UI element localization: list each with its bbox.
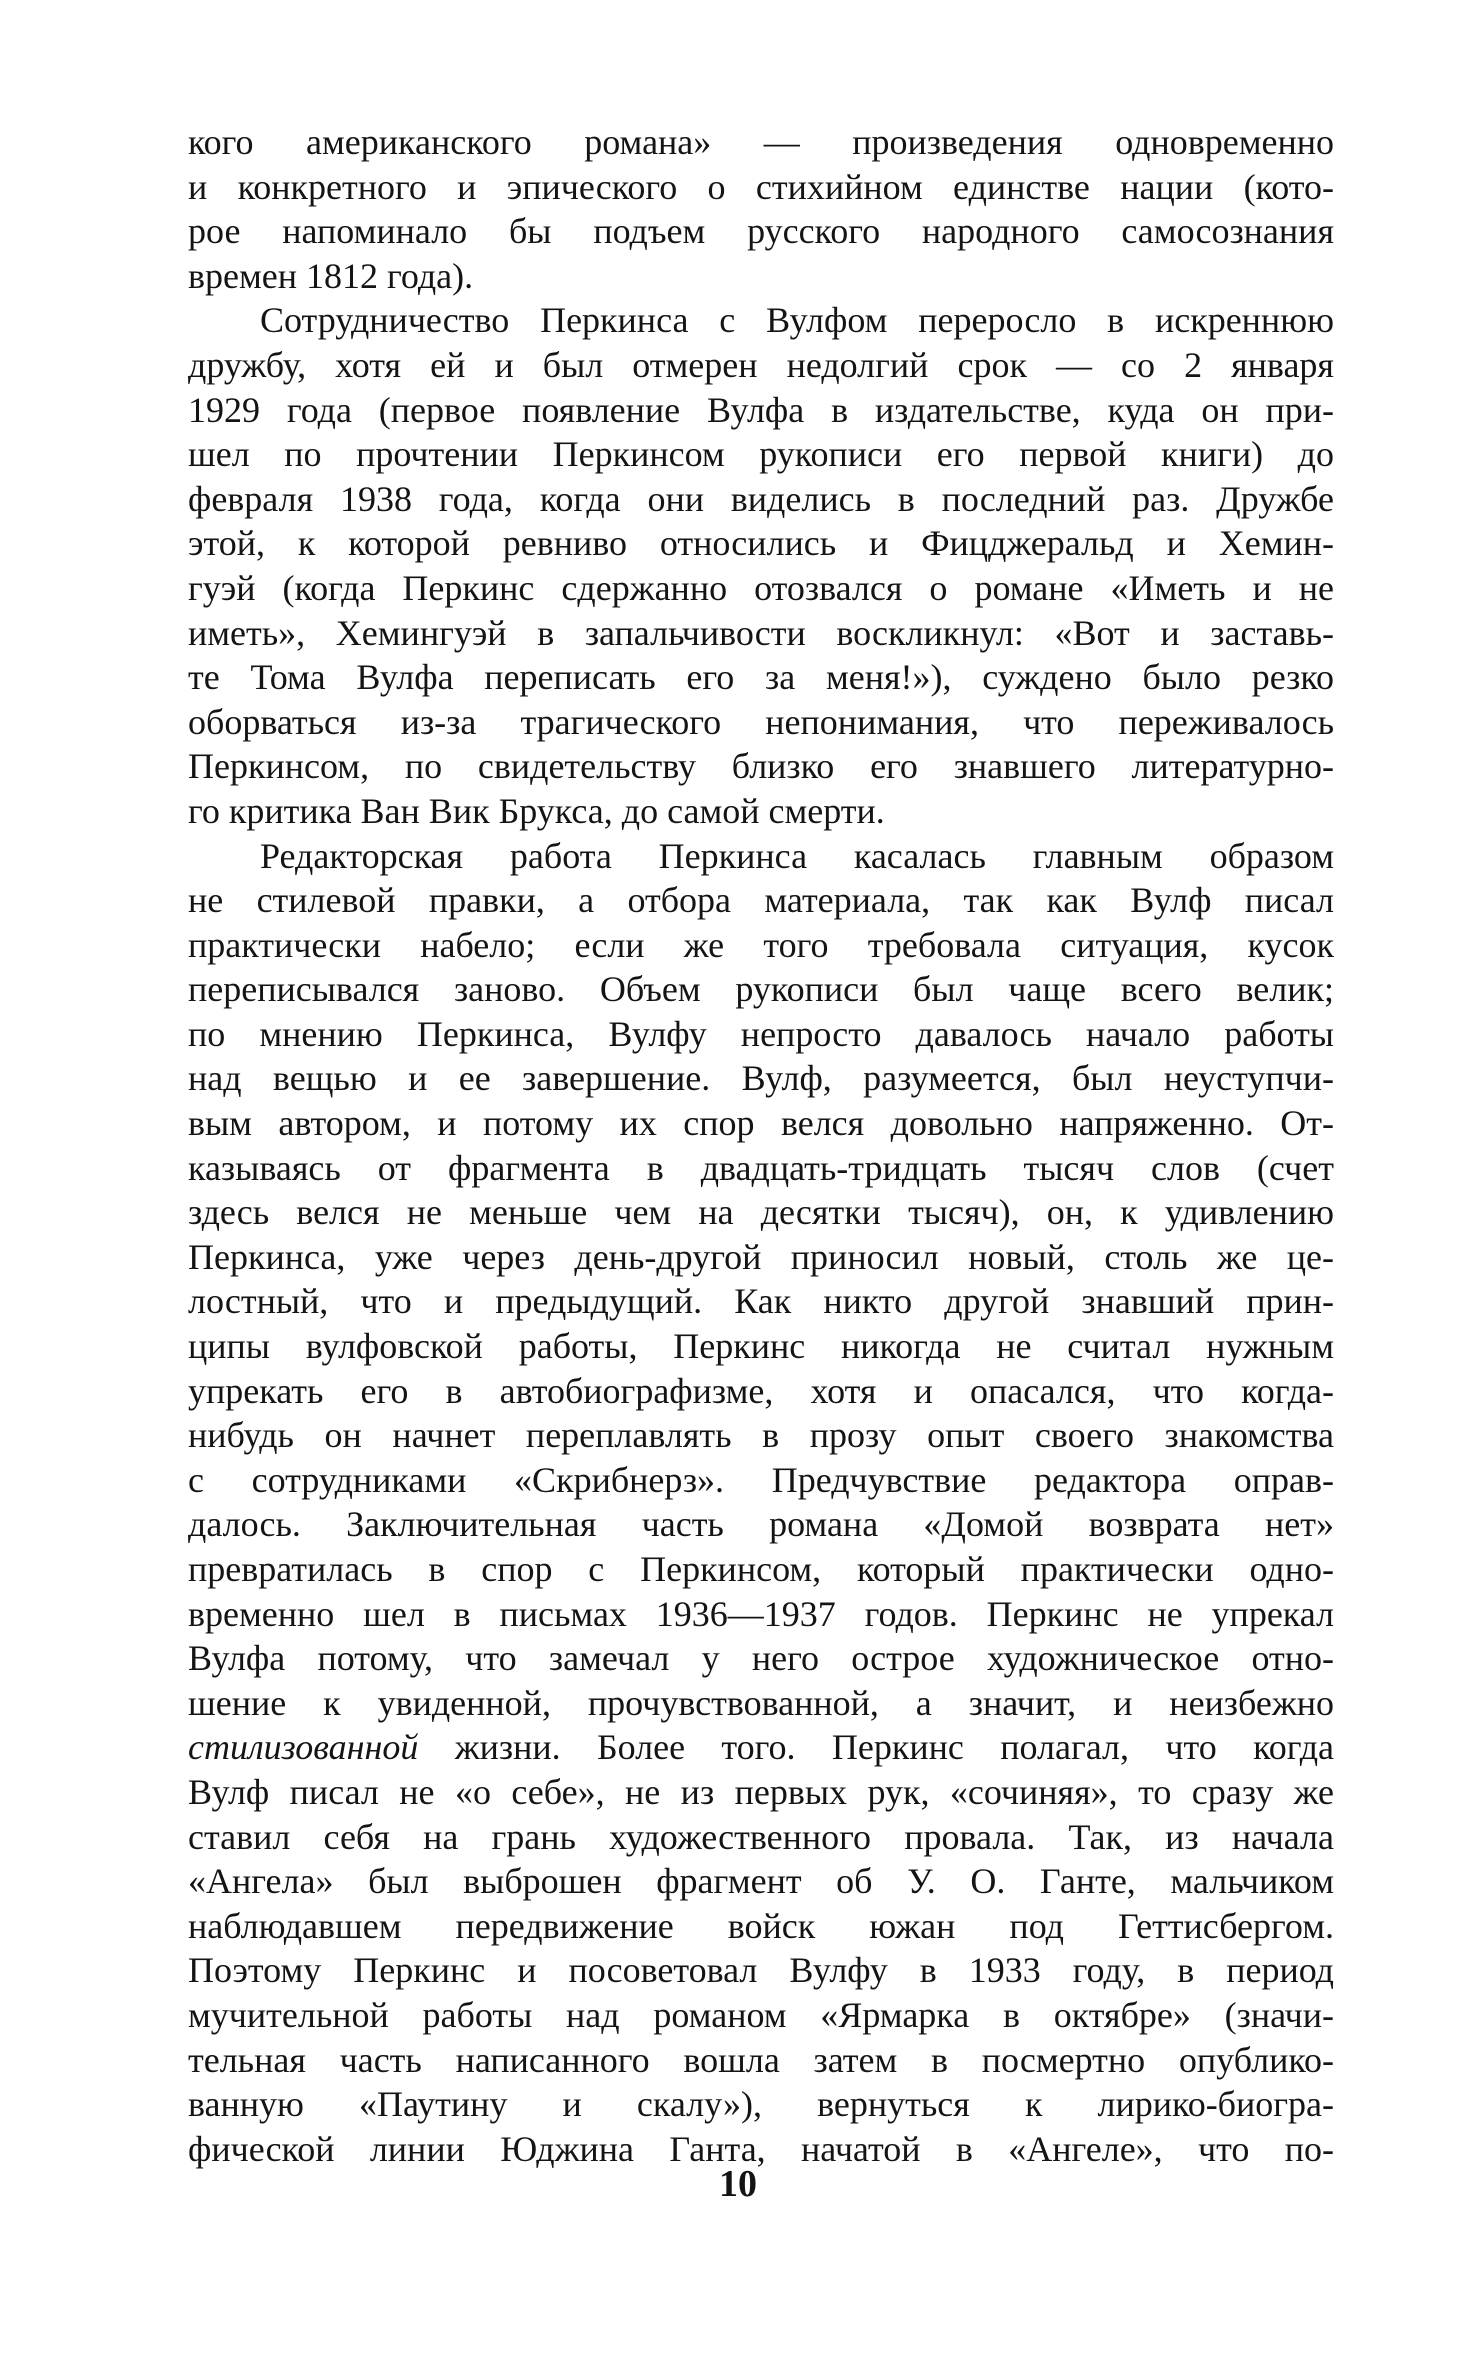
text-line: казываясь от фрагмента в двадцать-тридцать тысяч слов (счет [188, 1147, 1334, 1188]
text-line: над вещью и ее завершение. Вулф, разумеется, был неуступчи- [188, 1058, 1334, 1099]
text-line: нибудь он начнет переплавлять в прозу опыт своего знакомства [188, 1415, 1334, 1456]
text-line: ванную «Паутину и скалу»), вернуться к лирико-биогра- [188, 2084, 1334, 2125]
italic-word: стилизованной [188, 1727, 419, 1768]
page-text [188, 120, 1334, 2171]
text-line: не стилевой правки, а отбора материала, так как Вулф писал [188, 880, 1334, 921]
text-line: этой, к которой ревниво относились и Фицджеральд и Хемин- [188, 523, 1334, 564]
text-line: фической линии Юджина Ганта, начатой в «Ангеле», что по- [188, 2128, 1334, 2169]
text-line: тельная часть написанного вошла затем в посмертно опублико- [188, 2039, 1334, 2080]
text-line-with-italic [188, 1725, 1334, 1770]
text-line: «Ангела» был выброшен фрагмент об У. О. Ганте, мальчиком [188, 1861, 1334, 1902]
text-line: лостный, что и предыдущий. Как никто другой знавший прин- [188, 1281, 1334, 1322]
text-line: Поэтому Перкинс и посоветовал Вулфу в 1933 году, в период [188, 1950, 1334, 1991]
text-line: вым автором, и потому их спор велся довольно напряженно. От- [188, 1103, 1334, 1144]
text-line: шел по прочтении Перкинсом рукописи его первой книги) до [188, 434, 1334, 475]
text-line: временно шел в письмах 1936—1937 годов. Перкинс не упрекал [188, 1593, 1334, 1634]
text-line: превратилась в спор с Перкинсом, который практически одно- [188, 1549, 1334, 1589]
text-line: далось. Заключительная часть романа «Домой возврата нет» [188, 1504, 1334, 1545]
text-line: Перкинсом, по свидетельству близко его знавшего литературно- [188, 746, 1334, 787]
text-line: дружбу, хотя ей и был отмерен недолгий срок — со 2 января [188, 344, 1334, 385]
paragraph-first-line: Сотрудничество Перкинса с Вулфом переросло в искреннюю [260, 300, 1334, 341]
paragraph-first-line: Редакторская работа Перкинса касалась главным образом [260, 835, 1334, 876]
text-line: практически набело; если же того требовала ситуация, кусок [188, 924, 1334, 965]
text-line: Вулфа потому, что замечал у него острое художническое отно- [188, 1638, 1334, 1679]
text-line-rest: жизни. Более того. Перкинс полагал, что когда [454, 1727, 1334, 1768]
text-line: оборваться из-за трагического непонимания, что переживалось [188, 701, 1334, 742]
text-line: ципы вулфовской работы, Перкинс никогда не считал нужным [188, 1326, 1334, 1367]
text-line: ставил себя на грань художественного провала. Так, из начала [188, 1816, 1334, 1857]
text-line: те Тома Вулфа переписать его за меня!»), суждено было резко [188, 657, 1334, 698]
text-line: шение к увиденной, прочувствованной, а значит, и неизбежно [188, 1682, 1334, 1723]
text-line: Перкинса, уже через день-другой приносил новый, столь же це- [188, 1236, 1334, 1277]
text-line: переписывался заново. Объем рукописи был чаще всего велик; [188, 969, 1334, 1010]
text-line: здесь велся не меньше чем на десятки тысяч), он, к удивлению [188, 1192, 1334, 1233]
text-line: гуэй (когда Перкинс сдержанно отозвался о романе «Иметь и не [188, 567, 1334, 608]
page-number: 10 [719, 2163, 757, 2205]
text-line: февраля 1938 года, когда они виделись в последний раз. Дружбе [188, 478, 1334, 519]
text-line: времен 1812 года). [188, 255, 474, 296]
text-line: иметь», Хемингуэй в запальчивости воскликнул: «Вот и заставь- [188, 612, 1334, 653]
text-line: Вулф писал не «о себе», не из первых рук, «сочиняя», то сразу же [188, 1771, 1334, 1812]
text-line: мучительной работы над романом «Ярмарка в октябре» (значи- [188, 1994, 1334, 2035]
text-line: с сотрудниками «Скрибнерз». Предчувствие редактора оправ- [188, 1459, 1334, 1500]
text-line: наблюдавшем передвижение войск южан под Геттисбергом. [188, 1905, 1334, 1946]
text-line: 1929 года (первое появление Вулфа в издательстве, куда он при- [188, 389, 1334, 430]
text-line: рое напоминало бы подъем русского народного самосознания [188, 211, 1334, 252]
text-line: по мнению Перкинса, Вулфу непросто давалось начало работы [188, 1013, 1334, 1054]
text-line: и конкретного и эпического о стихийном единстве нации (кото- [188, 166, 1334, 207]
text-line: кого американского романа» — произведения одновременно [188, 122, 1334, 162]
text-line: упрекать его в автобиографизме, хотя и опасался, что когда- [188, 1370, 1334, 1411]
text-line: го критика Ван Вик Брукса, до самой смерти. [188, 790, 885, 831]
